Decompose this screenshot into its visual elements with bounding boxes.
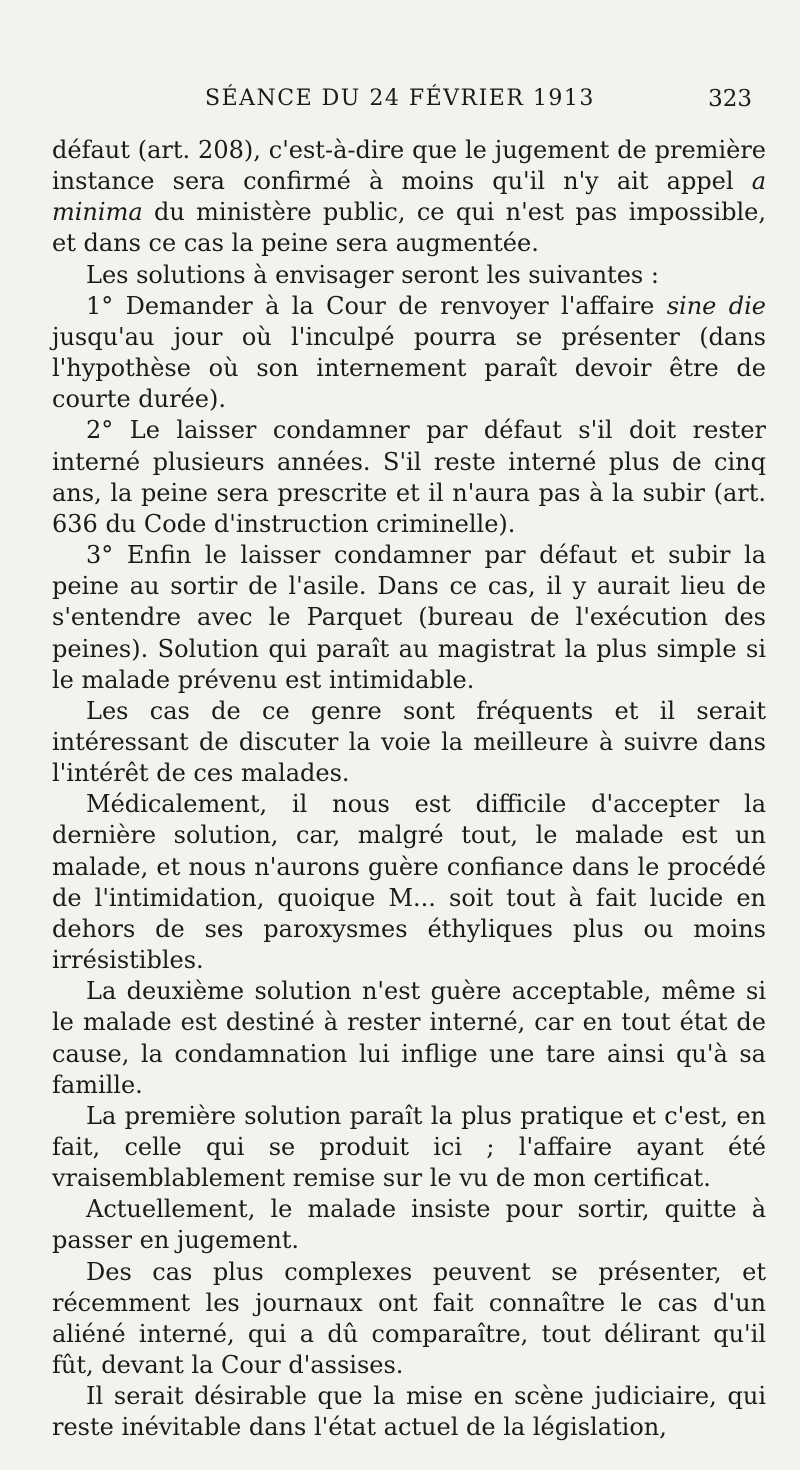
- paragraph-1: [52, 135, 766, 260]
- paragraph-11: Des cas plus complexes peuvent se présenter, et récemment les journaux ont fait connaître le cas d'un aliéné interné, qui a dû comparaître, tout délirant qu'il fût, devant la Cour d'assises.: [52, 1257, 766, 1380]
- paragraph-10: Actuellement, le malade insiste pour sortir, quitte à passer en jugement.: [52, 1195, 766, 1255]
- paragraph-9: La première solution paraît la plus pratique et c'est, en fait, celle qui se produit ici ; l'affaire ayant été vraisemblablement remise sur le vu de mon certificat.: [52, 1101, 766, 1193]
- running-head: [0, 86, 800, 118]
- body-text: [52, 135, 766, 1444]
- p3-italic: sine die: [666, 291, 766, 320]
- paragraph-4: 2° Le laisser condamner par défaut s'il doit rester interné plusieurs années. S'il reste interné plus de cinq ans, la peine sera prescrite et il n'aura pas à la subir (art. 636 du Code d'instruction criminelle).: [52, 416, 766, 538]
- paragraph-12: Il serait désirable que la mise en scène judiciaire, qui reste inévitable dans l'état actuel de la législation,: [52, 1382, 766, 1442]
- p1-italic: a minima: [52, 167, 766, 227]
- paragraph-3: [52, 291, 766, 416]
- paragraph-5: 3° Enfin le laisser condamner par défaut et subir la peine au sortir de l'asile. Dans ce cas, il y aurait lieu de s'entendre avec le Parquet (bureau de l'exécution des peines). Solution qui paraît au magistrat la plus simple si le malade prévenu est intimidable.: [52, 541, 766, 694]
- paragraph-2: Les solutions à envisager seront les suivantes :: [86, 260, 659, 289]
- paragraph-7: Médicalement, il nous est difficile d'accepter la dernière solution, car, malgré tout, le malade est un malade, et nous n'aurons guère confiance dans le procédé de l'intimidation, quoique M... soit tout à fait lucide en dehors de ses paroxysmes éthyliques plus ou moins irrésistibles.: [52, 790, 766, 975]
- running-title: SÉANCE DU 24 FÉVRIER 1913: [205, 86, 595, 111]
- p1-text-a: défaut (art. 208), c'est-à-dire que le jugement de première instance sera confirmé à moins qu'il n'y ait appel: [52, 136, 766, 196]
- p3-text-a: 1° Demander à la Cour de renvoyer l'affaire: [86, 291, 667, 320]
- p3-text-b: jusqu'au jour où l'inculpé pourra se présenter (dans l'hypothèse où son internement paraît devoir être de courte durée).: [52, 322, 766, 414]
- paragraph-8: La deuxième solution n'est guère acceptable, même si le malade est destiné à rester interné, car en tout état de cause, la condamnation lui inflige une tare ainsi qu'à sa famille.: [52, 977, 766, 1099]
- page-number: 323: [708, 86, 752, 112]
- paragraph-6: Les cas de ce genre sont fréquents et il serait intéressant de discuter la voie la meilleure à suivre dans l'intérêt de ces malades.: [52, 696, 766, 788]
- p1-text-b: du ministère public, ce qui n'est pas impossible, et dans ce cas la peine sera augmentée.: [52, 198, 766, 258]
